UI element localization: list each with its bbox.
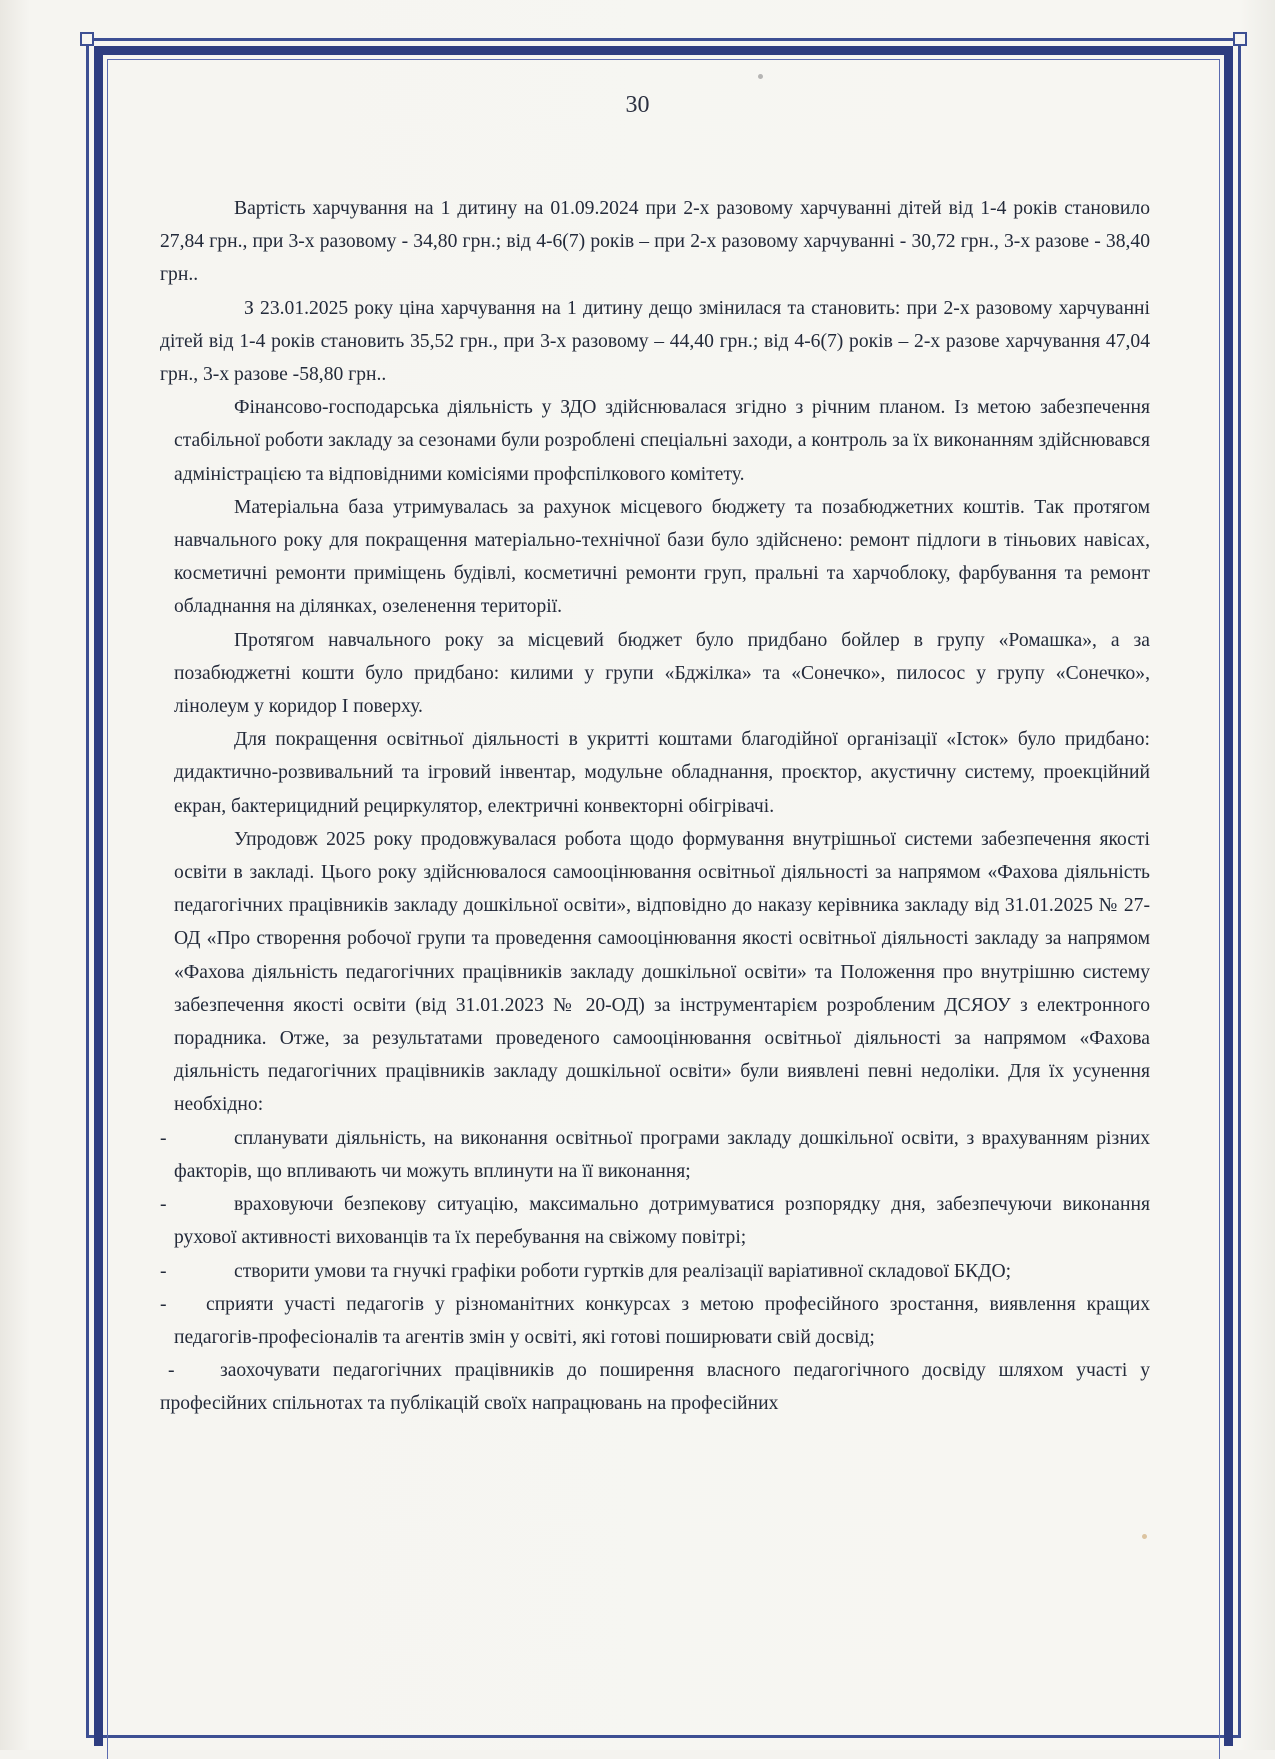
paragraph: Вартість харчування на 1 дитину на 01.09.2024 при 2-х разовому харчуванні дітей від 1-4 років становило 27,84 грн., при 3-х разовому - 34,80 грн.; від 4-6(7) років – при 2-х разовому харчуванні - 30,72 грн., 3-х разове - 38,40 грн..	[160, 198, 1150, 286]
list-item-text: створити умови та гнучкі графіки роботи гуртків для реалізації варіативної складової БКДО;	[234, 1260, 1012, 1282]
frame-corner-top-left	[80, 32, 94, 46]
list-bullet: -	[160, 1260, 167, 1282]
paragraph: Упродовж 2025 року продовжувалася робота щодо формування внутрішньої системи забезпечення якості освіти в закладі. Цього року здійснювалося самооцінювання освітньої діяльності за напрямом «Фахова діяльність педагогічних працівників закладу дошкільної освіти», відповідно до наказу керівника закладу від 31.01.2025 № 27-ОД «Про створення робочої групи та проведення самооцінювання якості освітньої діяльності закладу за напрямом «Фахова діяльність педагогічних працівників закладу дошкільної освіти» та Положення про внутрішню систему забезпечення якості освіти (від 31.01.2023 № 20-ОД) за інструментарієм розробленим ДСЯОУ з електронного порадника. Отже, за результатами проведеного самооцінювання освітньої діяльності за напрямом «Фахова діяльність педагогічних працівників закладу дошкільної освіти» були виявлені певні недоліки. Для їх усунення необхідно:	[174, 828, 1150, 1116]
list-item	[160, 1354, 1150, 1420]
list-bullet: -	[160, 1194, 167, 1216]
list-item-text: заохочувати педагогічних працівників до поширення власного педагогічного досвіду шляхом участі у професійних спільнотах та публікацій своїх напрацювань на професійних	[160, 1360, 1150, 1415]
list-item	[160, 1255, 1150, 1288]
frame-corner-top-right	[1233, 32, 1247, 46]
scan-speck	[1142, 1534, 1147, 1539]
document-body	[160, 192, 1150, 1421]
list-item	[160, 1288, 1150, 1354]
list-bullet: -	[160, 1293, 167, 1315]
list-item	[160, 1122, 1150, 1188]
list-bullet: -	[168, 1360, 175, 1382]
paragraph: Фінансово-господарська діяльність у ЗДО здійснювалася згідно з річним планом. Із метою забезпечення стабільної роботи закладу за сезонами були розроблені спеціальні заходи, а контроль за їх виконанням здійснювався адміністрацією та відповідними комісіями профспілкового комітету.	[174, 397, 1150, 485]
list-item-text: враховуючи безпекову ситуацію, максимально дотримуватися розпорядку дня, забезпечуючи виконання рухової активності вихованців та їх перебування на свіжому повітрі;	[174, 1194, 1150, 1249]
list-item-text: спланувати діяльність, на виконання освітньої програми закладу дошкільної освіти, з врахуванням різних факторів, що впливають чи можуть вплинути на її виконання;	[174, 1127, 1150, 1182]
list-bullet: -	[160, 1127, 167, 1149]
paragraph: Матеріальна база утримувалась за рахунок місцевого бюджету та позабюджетних коштів. Так протягом навчального року для покращення матеріально-технічної бази було здійснено: ремонт підлоги в тіньових навісах, косметичні ремонти приміщень будівлі, косметичні ремонти груп, пральні та харчоблоку, фарбування та ремонт обладнання на ділянках, озеленення території.	[174, 496, 1150, 618]
list-item-text: сприяти участі педагогів у різноманітних конкурсах з метою професійного зростання, виявлення кращих педагогів-професіоналів та агентів змін у освіті, які готові поширювати свій досвід;	[174, 1293, 1150, 1348]
scan-speck	[758, 74, 763, 79]
paragraph: З 23.01.2025 року ціна харчування на 1 дитину дещо змінилася та становить: при 2-х разовому харчуванні дітей від 1-4 років становить 35,52 грн., при 3-х разовому – 44,40 грн.; від 4-6(7) років – 2-х разове харчування 47,04 грн., 3-х разове -58,80 грн..	[160, 297, 1150, 386]
list-item	[160, 1188, 1150, 1254]
page-number: 30	[625, 92, 650, 118]
paragraph: Протягом навчального року за місцевий бюджет було придбано бойлер в групу «Ромашка», а за позабюджетні кошти було придбано: килими у групи «Бджілка» та «Сонечко», пилосос у групу «Сонечко», лінолеум у коридор І поверху.	[174, 629, 1150, 718]
paragraph: Для покращення освітньої діяльності в укритті коштами благодійної організації «Істок» було придбано: дидактично-розвивальний та ігровий інвентар, модульне обладнання, проєктор, акустичну систему, проекційний екран, бактерицидний рециркулятор, електричні конвекторні обігрівачі.	[174, 729, 1150, 817]
